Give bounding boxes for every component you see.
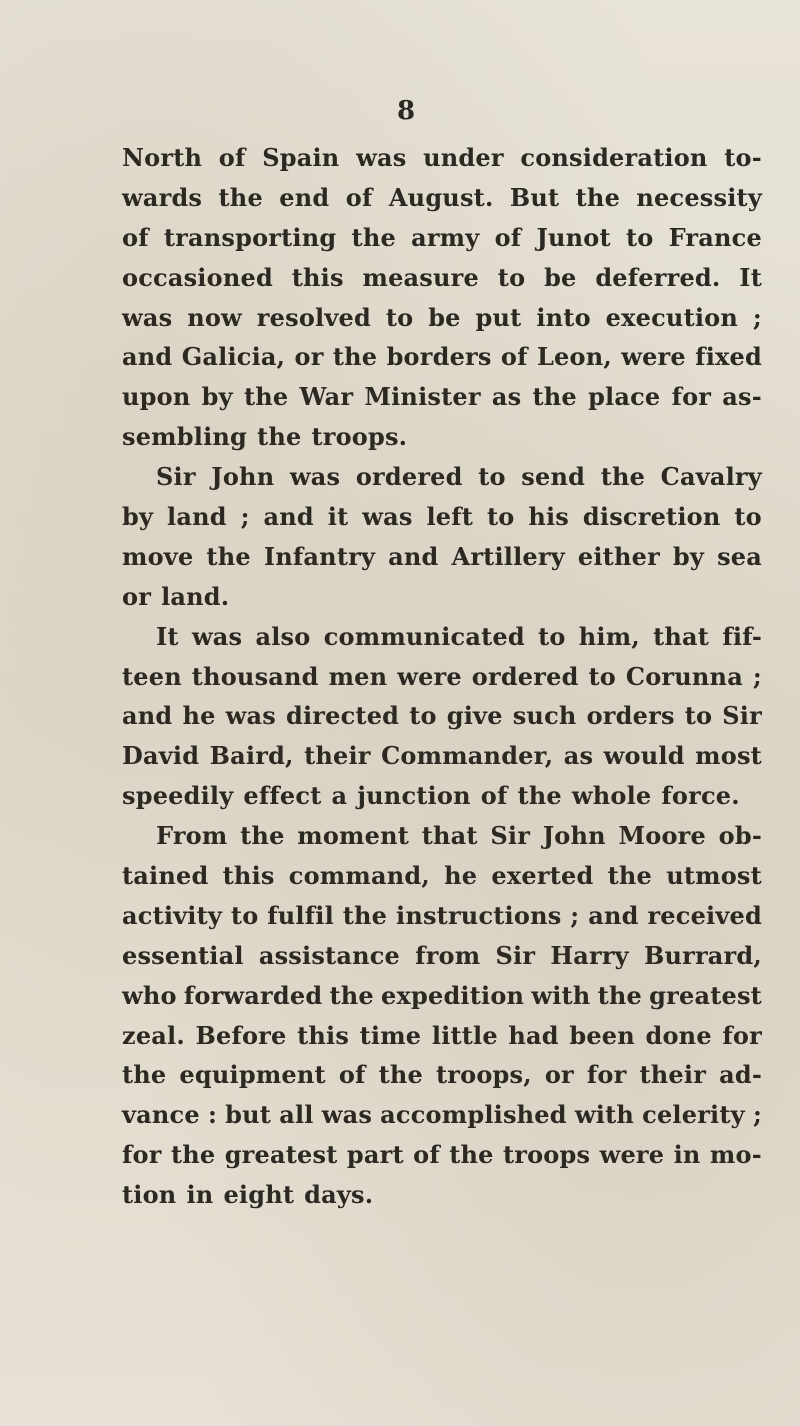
text-line: It was also communicated to him, that fif-: [156, 621, 762, 651]
text-line: teen thousand men were ordered to Corunna ;: [122, 661, 762, 691]
text-line: North of Spain was under consideration to-: [122, 143, 762, 172]
text-line: Sir John was ordered to send the Cavalry: [156, 462, 762, 492]
text-line: zeal. Before this time little had been done for: [122, 1020, 762, 1050]
text-line: of transporting the army of Junot to France: [122, 222, 762, 252]
text-line: or land.: [122, 581, 230, 611]
text-line: tained this command, he exerted the utmost: [122, 861, 762, 891]
text-line: speedily effect a junction of the whole force.: [122, 781, 740, 811]
text-line: sembling the troops.: [122, 422, 408, 452]
text-line: David Baird, their Commander, as would most: [122, 741, 762, 771]
text-line: the equipment of the troops, or for their ad-: [122, 1060, 762, 1090]
text-line: upon by the War Minister as the place for as-: [122, 382, 762, 412]
text-line: for the greatest part of the troops were in mo-: [122, 1140, 762, 1170]
text-line: move the Infantry and Artillery either by sea: [122, 541, 762, 571]
text-line: and he was directed to give such orders to Sir: [122, 701, 762, 731]
text-line: occasioned this measure to be deferred. It: [122, 262, 762, 292]
text-line: and Galicia, or the borders of Leon, were fixed: [122, 342, 762, 372]
text-line: tion in eight days.: [122, 1180, 374, 1210]
text-line: activity to fulfil the instructions ; and received: [122, 900, 762, 930]
text-line: by land ; and it was left to his discretion to: [122, 502, 762, 532]
text-line: was now resolved to be put into execution ;: [122, 302, 762, 332]
text-line: essential assistance from Sir Harry Burrard,: [122, 940, 762, 970]
text-line: vance : but all was accomplished with celerity ;: [122, 1100, 762, 1130]
page-number: 8: [396, 96, 416, 126]
text-line: who forwarded the expedition with the greatest: [122, 980, 762, 1010]
text-line: wards the end of August. But the necessity: [122, 182, 762, 212]
body-text: [122, 138, 762, 1215]
text-line: From the moment that Sir John Moore ob-: [156, 821, 762, 851]
